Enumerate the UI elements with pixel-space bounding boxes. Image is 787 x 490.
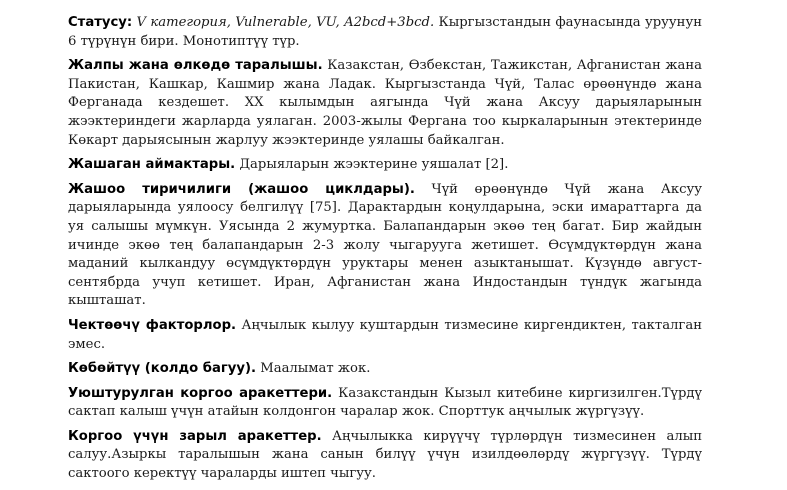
limiting-factors-paragraph	[68, 317, 702, 354]
habitat-heading: Жашаган аймактары.	[68, 157, 236, 173]
life-cycle-text: Чүй өрөөнүндө Чүй жана Аксуу дарыяларында уялоосу белгилүү [75]. Дарактардын коңулдарына, эски имараттарга да уя салышы мүмкүн. Уясында 2 жумуртка. Балапандарын экөө тең багат. Бир жайдын ичинде экөө тең балапандарын 2-3 жолу чыгарууга жетишет. Өсүмдүктөрдүн жана маданий кылкандуу өсүмдүктөрдүн уруктары менен азыктанышат. Күзүндө август-сентябрда учуп кетишет. Иран, Афганистан жана Индостандын түндүк жагында кышташат.	[68, 181, 702, 309]
habitat-paragraph	[68, 156, 702, 175]
status-text: Кыргызстандын фаунасында уруунун 6 түрүнүн бири. Монотиптүү түр.	[68, 15, 702, 49]
breeding-heading: Көбөйтүү (колдо багуу).	[68, 361, 256, 377]
status-paragraph	[68, 14, 702, 51]
habitat-text: Дарыяларын жээктерине уяшалат [2].	[239, 157, 509, 173]
required-actions-text: Аңчылыкка кирүүчү түрлөрдүн тизмесинен алып салуу.Азыркы таралышын жана санын билүү үчүн изилдөөлөрдү жүргүзүү. Түрдү сактоого керектүү чараларды иштеп чыгуу.	[68, 428, 702, 482]
status-heading: Статусу:	[68, 15, 133, 30]
protection-measures-heading: Уюштурулган коргоо аракеттери.	[68, 385, 333, 401]
distribution-text: Казакстан, Өзбекстан, Тажикстан, Афганистан жана Пакистан, Кашкар, Кашмир жана Ладак. Кыргызстанда Чүй, Талас өрөөнүндө жана Ферганада кездешет. XX кылымдын аягында Чүй жана Аксуу дарыяларынын жээктериндеги жарларда уялаган. 2003-жылы Фергана тоо кыркаларынын этектеринде Көкарт дарыясынын жарлуу жээктеринде уялашы байкалган.	[68, 58, 702, 148]
breeding-text: Маалымат жок.	[260, 361, 371, 377]
protection-measures-text: Казакстандын Кызыл китебине киргизилген.Түрдү сактап калыш үчүн атайын колдонгон чаралар жок. Спорттук аңчылык жүргүзүү.	[68, 385, 702, 420]
status-category: V категория, Vulnerable, VU, A2bcd+3bcd.	[136, 15, 435, 30]
life-cycle-heading: Жашоо тиричилиги (жашоо циклдары).	[68, 181, 415, 197]
document-page	[68, 14, 702, 490]
distribution-paragraph	[68, 57, 702, 150]
distribution-heading: Жалпы жана өлкөдө таралышы.	[68, 58, 323, 74]
required-actions-heading: Коргоо үчүн зарыл аракеттер.	[68, 428, 322, 444]
required-actions-paragraph	[68, 428, 702, 484]
life-cycle-paragraph	[68, 181, 702, 311]
protection-measures-paragraph	[68, 385, 702, 422]
limiting-factors-heading: Чектөөчү факторлор.	[68, 317, 237, 333]
breeding-paragraph	[68, 360, 702, 379]
limiting-factors-text: Аңчылык кылуу куштардын тизмесине киргендиктен, такталган эмес.	[68, 317, 702, 352]
